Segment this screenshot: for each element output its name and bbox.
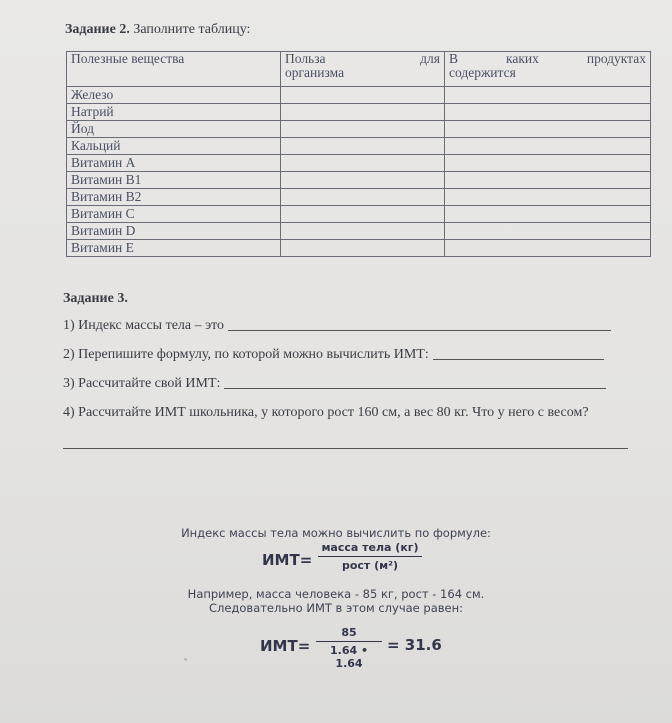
question-1 [63,318,611,334]
table-header-row [67,52,651,87]
question-4 [63,405,589,421]
header-products-word4: содержится [449,65,516,80]
header-products-word2: каких [505,51,539,66]
products-cell[interactable] [445,121,651,138]
benefit-cell[interactable] [281,87,445,104]
row-label: Йод [67,121,281,138]
example-fraction [316,626,382,670]
row-label: Витамин D [67,223,281,240]
products-cell[interactable] [445,223,651,240]
row-label: Кальций [67,138,281,155]
imt-label: ИМТ= [262,551,313,569]
question-2 [63,347,604,363]
question-1-text: 1) Индекс массы тела – это [63,318,225,333]
benefit-cell[interactable] [281,206,445,223]
table-row [67,172,651,189]
benefit-cell[interactable] [281,223,445,240]
bmi-formula-fraction [318,541,422,572]
chevron-down-icon: ˅ [183,658,188,669]
row-label: Витамин В2 [67,189,281,206]
benefit-cell[interactable] [281,189,445,206]
table-row [67,121,651,138]
answer-line-1[interactable] [228,329,611,331]
question-3-text: 3) Рассчитайте свой ИМТ: [63,376,221,391]
example-text [0,587,672,615]
header-benefit-word1: Польза [285,51,326,66]
products-cell[interactable] [445,138,651,155]
task2-number: Задание 2. [65,22,130,37]
table-row [67,155,651,172]
example-line-1: Например, масса человека - 85 кг, рост - 164 см. [187,587,485,601]
formula-denominator: рост (м²) [341,559,399,572]
question-3 [63,376,606,392]
products-cell[interactable] [445,104,651,121]
answer-line-2[interactable] [433,358,604,360]
formula-numerator: масса тела (кг) [318,541,422,557]
row-label: Витамин А [67,155,281,172]
question-4-text: 4) Рассчитайте ИМТ школьника, у которого рост 160 см, а вес 80 кг. Что у него с весом? [63,405,589,420]
table-row [67,104,651,121]
header-substances: Полезные вещества [67,52,281,87]
header-products-word1: В [449,51,459,66]
question-2-text: 2) Перепишите формулу, по которой можно вычислить ИМТ: [63,347,429,362]
header-products-word3: продуктах [586,51,646,66]
formula-intro: Индекс массы тела можно вычислить по формуле: [181,526,491,540]
row-label: Натрий [67,104,281,121]
task2-instruction: Заполните таблицу: [133,22,251,37]
products-cell[interactable] [445,87,651,104]
header-benefit-word2: для [420,51,440,66]
products-cell[interactable] [445,172,651,189]
products-cell[interactable] [445,240,651,257]
benefit-cell[interactable] [281,121,445,138]
products-cell[interactable] [445,206,651,223]
example-numerator: 85 [316,626,382,642]
row-label: Витамин В1 [67,172,281,189]
row-label: Железо [67,87,281,104]
header-benefit [281,52,445,87]
task3-heading: Задание 3. [63,291,128,306]
benefit-cell[interactable] [281,104,445,121]
imt-label-example: ИМТ= [260,637,311,655]
header-products [445,52,651,87]
products-cell[interactable] [445,155,651,172]
table-row [67,138,651,155]
answer-line-3[interactable] [224,387,606,389]
row-label: Витамин Е [67,240,281,257]
products-cell[interactable] [445,189,651,206]
benefit-cell[interactable] [281,138,445,155]
benefit-cell[interactable] [281,172,445,189]
nutrients-table [66,51,651,257]
table-row [67,240,651,257]
benefit-cell[interactable] [281,240,445,257]
task2-heading [65,22,250,38]
header-benefit-word3: организма [285,65,345,80]
example-result: = 31.6 [387,636,442,654]
row-label: Витамин С [67,206,281,223]
answer-line-4[interactable] [63,448,628,449]
table-row [67,223,651,240]
example-line-2: Следовательно ИМТ в этом случае равен: [208,601,464,615]
table-row [67,87,651,104]
table-row [67,189,651,206]
benefit-cell[interactable] [281,155,445,172]
table-row [67,206,651,223]
example-denominator: 1.64 • 1.64 [329,644,368,670]
